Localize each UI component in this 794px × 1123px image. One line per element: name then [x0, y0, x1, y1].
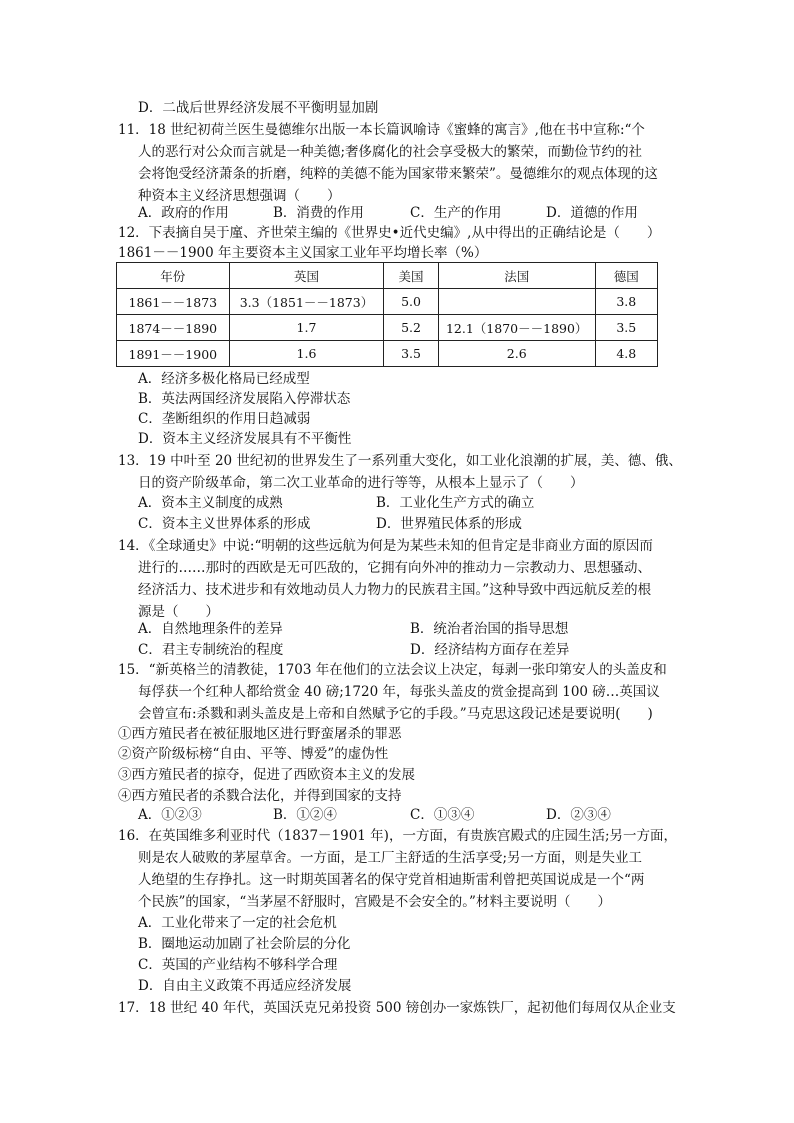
table-header-cell: 年份 [117, 263, 230, 289]
table-cell: 5.0 [384, 289, 439, 315]
table-cell [438, 289, 595, 315]
q15-option-a: A．①②③ [138, 807, 202, 823]
table-cell: 1891－－1900 [117, 341, 230, 367]
q12-option-b: B．英法两国经济发展陷入停滞状态 [138, 391, 351, 407]
table-row [117, 315, 658, 341]
q11-option-c: C．生产的作用 [410, 205, 502, 221]
table-cell: 1874－－1890 [117, 315, 230, 341]
table-cell: 1.6 [229, 341, 384, 367]
q11-stem-line4: 种资本主义经济思想强调（ ） [138, 188, 341, 204]
q14-stem-line4: 源是（ ） [138, 604, 219, 620]
q16-stem-line2: 则是农人破败的茅屋草舍。一方面，是工厂主舒适的生活享受;另一方面，则是失业工 [138, 850, 643, 866]
q16-option-a: A．工业化带来了一定的社会危机 [138, 915, 337, 931]
table-header-cell: 德国 [595, 263, 657, 289]
q12-stem-line1: 12．下表摘自吴于廑、齐世荣主编的《世界史•近代史编》,从中得出的正确结论是（ ） [118, 225, 661, 241]
table-header-cell: 法国 [438, 263, 595, 289]
table-cell: 3.5 [595, 315, 657, 341]
q11-option-d: D．道德的作用 [546, 205, 638, 221]
q16-stem-line3: 人绝望的生存挣扎。这一时期英国著名的保守党首相迪斯雷利曾把英国说成是一个“两 [138, 872, 645, 888]
q15-statement-1: ①西方殖民者在被征服地区进行野蛮屠杀的罪恶 [118, 726, 402, 742]
q14-stem-line3: 经济活力、技术进步和有效地动员人力物力的民族君主国。”这种导致中西远航反差的根 [138, 582, 652, 598]
q13-option-a: A．资本主义制度的成熟 [138, 495, 283, 511]
table-cell: 3.3（1851－－1873） [229, 289, 384, 315]
q12-table-caption: 1861－－1900 年主要资本主义国家工业年平均增长率（%） [118, 245, 488, 261]
q14-option-c: C．君主专制统治的程度 [138, 642, 284, 658]
q10-option-d: D．二战后世界经济发展不平衡明显加剧 [138, 100, 379, 116]
table-cell: 1861－－1873 [117, 289, 230, 315]
q12-option-d: D．资本主义经济发展具有不平衡性 [138, 431, 352, 447]
table-header-cell: 英国 [229, 263, 384, 289]
q14-option-a: A．自然地理条件的差异 [138, 621, 283, 637]
q16-option-d: D．自由主义政策不再适应经济发展 [138, 978, 352, 994]
table-cell: 5.2 [384, 315, 439, 341]
q13-stem-line2: 日的资产阶级革命，第二次工业革命的进行等等，从根本上显示了（ ） [138, 475, 584, 491]
q11-stem-line1: 11．18 世纪初荷兰医生曼德维尔出版一本长篇讽喻诗《蜜蜂的寓言》,他在书中宣称:“个 [118, 122, 645, 138]
table-cell: 2.6 [438, 341, 595, 367]
q16-stem-line4: 个民族”的国家，“当茅屋不舒服时，宫殿是不会安全的。”材料主要说明（ ） [138, 894, 611, 910]
q11-option-b: B．消费的作用 [273, 205, 364, 221]
q16-option-b: B．圈地运动加剧了社会阶层的分化 [138, 936, 351, 952]
q11-stem-line2: 人的恶行对公众而言就是一种美德;奢侈腐化的社会享受极大的繁荣，而勤俭节约的社 [138, 144, 643, 160]
q13-option-c: C．资本主义世界体系的形成 [138, 516, 311, 532]
q14-option-d: D．经济结构方面存在差异 [410, 642, 570, 658]
growth-rate-table [116, 262, 658, 367]
q13-option-d: D．世界殖民体系的形成 [376, 516, 522, 532]
q15-stem-line2: 每俘获一个红种人都给赏金 40 磅;1720 年，每张头盖皮的赏金提高到 100 磅…英国议 [138, 684, 660, 700]
table-row [117, 341, 658, 367]
table-header-cell: 美国 [384, 263, 439, 289]
table-cell: 4.8 [595, 341, 657, 367]
q15-stem-line3: 会曾宣布:杀戮和剥头盖皮是上帝和自然赋予它的手段。”马克思这段记述是要说明( ) [138, 706, 653, 722]
table-cell: 1.7 [229, 315, 384, 341]
q12-option-a: A．经济多极化格局已经成型 [138, 371, 310, 387]
q15-option-b: B．①②④ [273, 807, 337, 823]
table-cell: 12.1（1870－－1890） [438, 315, 595, 341]
table-header-row [117, 263, 658, 289]
q16-stem-line1: 16．在英国维多利亚时代（1837－1901 年)，一方面，有贵族宫殿式的庄园生活;另一方面， [118, 828, 677, 844]
q14-stem-line2: 进行的……那时的西欧是无可匹敌的，它拥有向外冲的推动力－宗教动力、思想骚动、 [138, 560, 651, 576]
q17-stem-line1: 17．18 世纪 40 年代，英国沃克兄弟投资 500 镑创办一家炼铁厂，起初他们每周仅从企业支 [118, 1000, 676, 1016]
q13-stem-line1: 13．19 中叶至 20 世纪初的世界发生了一系列重大变化，如工业化浪潮的扩展，美、德、俄、 [118, 453, 682, 469]
q14-option-b: B．统治者治国的指导思想 [410, 621, 569, 637]
q15-statement-3: ③西方殖民者的掠夺，促进了西欧资本主义的发展 [118, 767, 415, 783]
table-row [117, 289, 658, 315]
q15-stem-line1: 15．“新英格兰的清教徒，1703 年在他们的立法会议上决定，每剥一张印第安人的头盖皮和 [118, 662, 667, 678]
q11-option-a: A．政府的作用 [138, 205, 229, 221]
q11-stem-line3: 会将饱受经济萧条的折磨，纯粹的美德不能为国家带来繁荣”。曼德维尔的观点体现的这 [138, 166, 658, 182]
q15-option-d: D．②③④ [546, 807, 611, 823]
q15-statement-4: ④西方殖民者的杀戮合法化，并得到国家的支持 [118, 788, 402, 804]
q16-option-c: C．英国的产业结构不够科学合理 [138, 957, 338, 973]
q14-stem-line1: 14．《全球通史》中说:“明朝的这些远航为何是为某些未知的但肯定是非商业方面的原因而 [118, 538, 653, 554]
table-cell: 3.5 [384, 341, 439, 367]
q13-option-b: B．工业化生产方式的确立 [376, 495, 535, 511]
table-cell: 3.8 [595, 289, 657, 315]
q15-option-c: C．①③④ [410, 807, 475, 823]
q15-statement-2: ②资产阶级标榜“自由、平等、博爱”的虚伪性 [118, 746, 389, 762]
q12-option-c: C．垄断组织的作用日趋减弱 [138, 411, 311, 427]
